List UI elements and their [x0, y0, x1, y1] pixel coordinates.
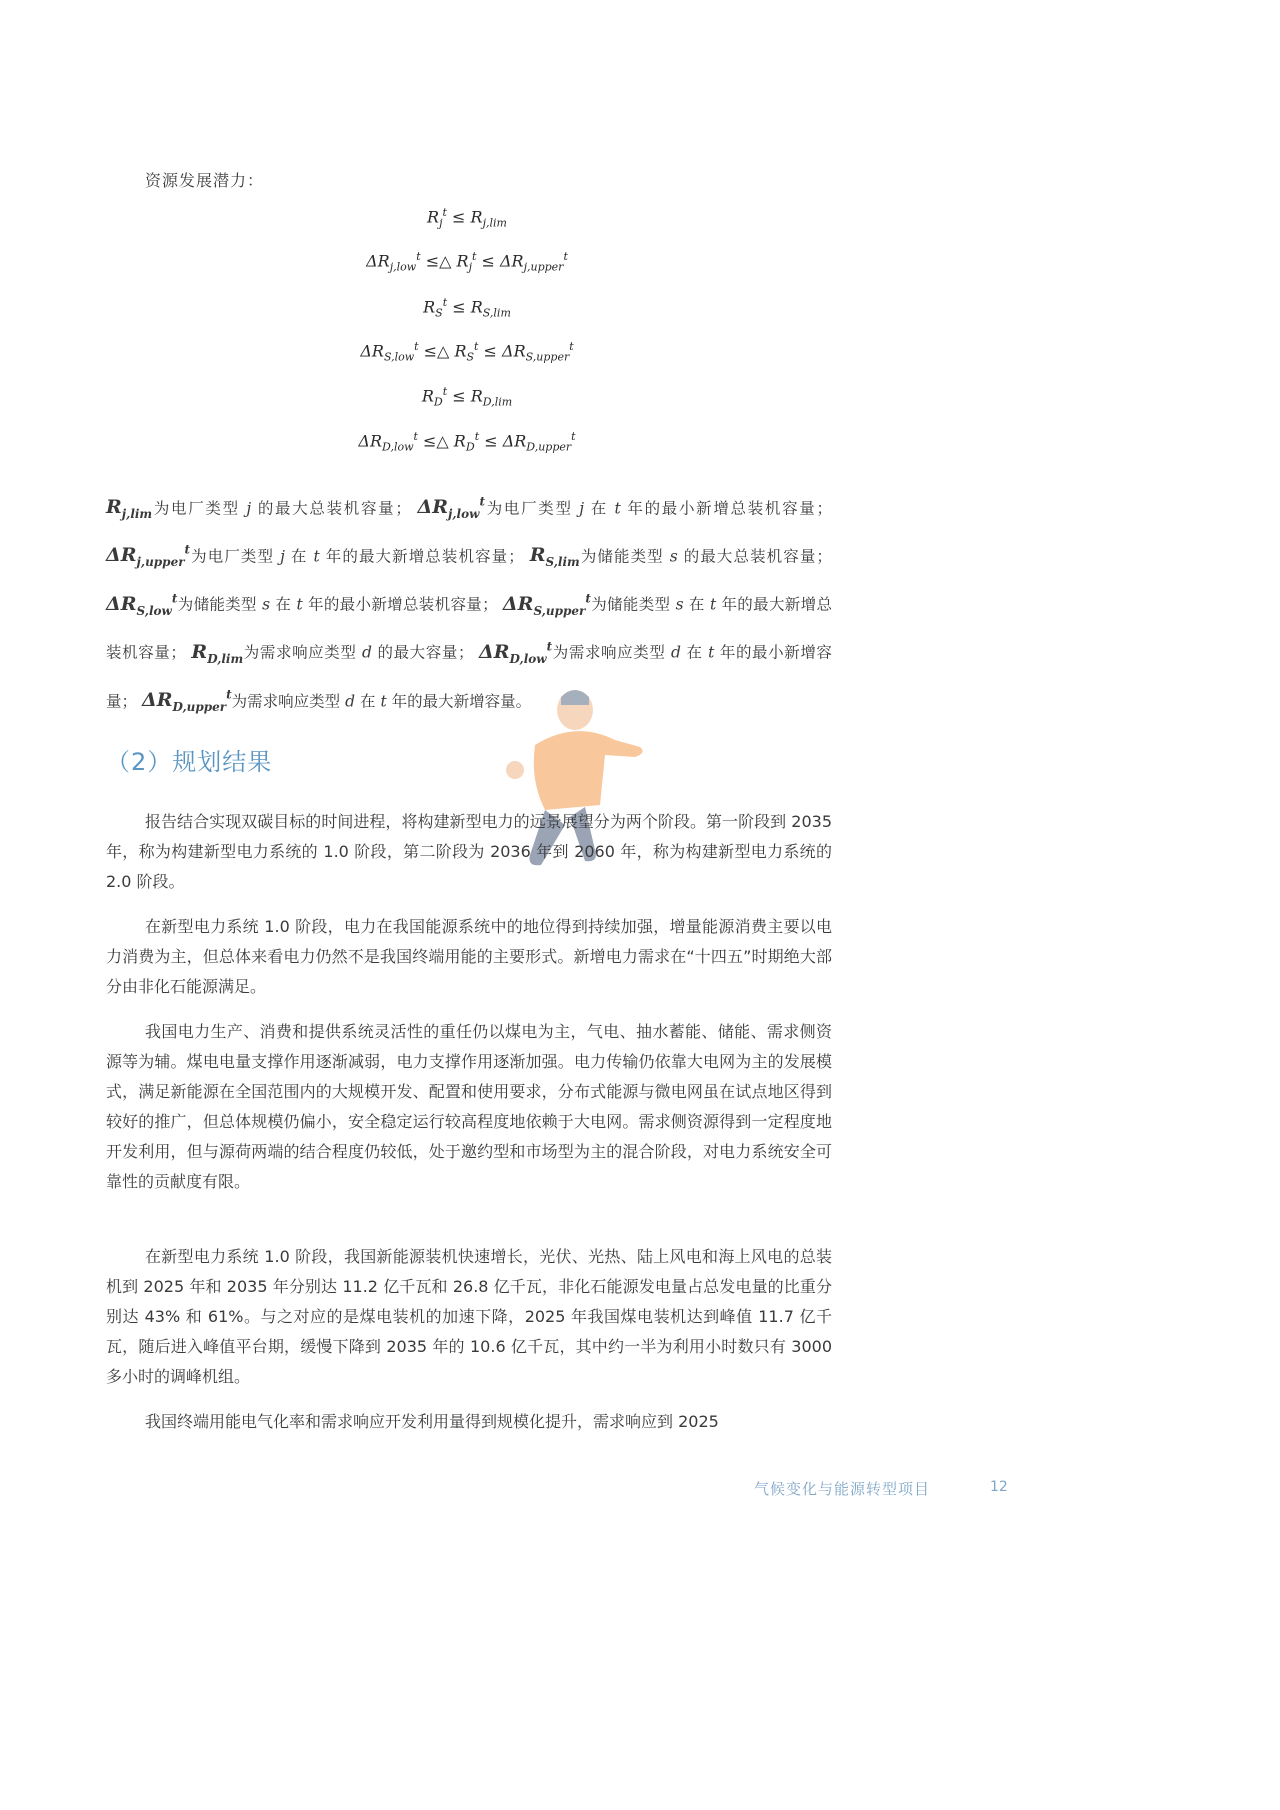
def-text: 为需求响应类型 — [231, 691, 341, 710]
var-dr-s-upper: $\Delta R_{S,upper}^t$ — [502, 591, 591, 618]
footer-title: 气候变化与能源转型项目 — [754, 1480, 931, 1498]
equation-1: $R_j^t \le R_{j,lim}$ — [427, 206, 507, 230]
def-text: 为电厂类型 — [152, 499, 240, 518]
var-dr-d-upper: $\Delta R_{D,upper}^t$ — [141, 687, 232, 714]
def-text: 为电厂类型 — [190, 547, 275, 566]
def-text: 的最大总装机容量； — [257, 499, 411, 518]
def-text: 年的最小新增总装机容量； — [308, 595, 498, 614]
def-text: 年的最大新增总装机容量； — [106, 595, 832, 662]
body-paragraph-4: 在新型电力系统 1.0 阶段，我国新能源装机快速增长，光伏、光热、陆上风电和海上风电的总装机到 2025 年和 2035 年分别达 11.2 亿千瓦和 26.8 亿千瓦，非化石能源发电量占总发电量的比重分别达 43% 和 61%。与之对应的是煤电装机的加速下降，2025 年我国煤电装机达到峰值 11.7 亿千瓦，随后进入峰值平台期，缓慢下降到 2035 年的 10.6 亿千瓦，其中约一半为利用小时数只有 3000 多小时的调峰机组。 — [106, 1247, 832, 1386]
var-dr-d-low: $\Delta R_{D,low}^t$ — [479, 639, 553, 666]
def-text: 为需求响应类型 — [243, 643, 357, 662]
var-r-s-lim: $R_{S,lim}$ — [529, 544, 580, 570]
body-paragraph-1: 报告结合实现双碳目标的时间进程，将构建新型电力的远景展望分为两个阶段。第一阶段到 2035 年，称为构建新型电力系统的 1.0 阶段，第二阶段为 2036 年到 2060 年，称为构建新型电力系统的 2.0 阶段。 — [106, 812, 832, 891]
def-text: 的最大容量； — [377, 643, 474, 662]
section-title: （2）规划结果 — [106, 748, 273, 776]
def-text: 在 — [290, 547, 308, 566]
body-paragraph-5: 我国终端用能电气化率和需求响应开发利用量得到规模化提升，需求响应到 2025 — [145, 1412, 719, 1431]
def-text: 在 — [590, 499, 608, 518]
def-text: 为储能类型 — [579, 547, 664, 566]
equation-6: $\Delta R_{D,low}^t$ ≤△ $R_D^t \le \Delta R_{D,upper}^t$ — [358, 430, 576, 454]
var-dr-s-low: $\Delta R_{S,low}^t$ — [106, 591, 178, 618]
def-text: 年的最小新增容量； — [106, 643, 832, 710]
equation-4: $\Delta R_{S,low}^t$ ≤△ $R_S^t \le \Delta R_{S,upper}^t$ — [360, 340, 574, 364]
var-r-d-lim: $R_{D,lim}$ — [191, 640, 244, 666]
def-text: 年的最小新增总装机容量； — [627, 499, 832, 518]
var-dr-j-low: $\Delta R_{j,low}^t$ — [417, 495, 485, 522]
var-r-j-lim: $R_{j,lim}$ — [106, 496, 153, 522]
lead-text: 资源发展潜力： — [145, 171, 265, 190]
def-text: 在 — [688, 595, 705, 614]
def-text: 为电厂类型 — [485, 499, 573, 518]
equation-5: $R_D^t \le R_{D,lim}$ — [421, 385, 513, 409]
def-text: 在 — [360, 691, 376, 710]
def-text: 为储能类型 — [177, 595, 257, 614]
def-text: 为需求响应类型 — [552, 643, 666, 662]
body-paragraph-2: 在新型电力系统 1.0 阶段，电力在我国能源系统中的地位得到持续加强，增量能源消费主要以电力消费为主，但总体来看电力仍然不是我国终端用能的主要形式。新增电力需求在“十四五”时期绝大部分由非化石能源满足。 — [106, 917, 832, 996]
variable-definitions: $R_{j,lim}$为电厂类型 j 的最大总装机容量； $\Delta R_{j,low}^t$为电厂类型 j 在 t 年的最小新增总装机容量； $\Delta R_{j,upper}^t$为电厂类型 j 在 t 年的最大新增总装机容量； $R_{S,lim}$为储能类型 s 的最大总装机容量； $\Delta R_{S,low}^t$为储能类型 s 在 t 年的最小新增总装机容量； $\Delta R_{S,upper}^t$为储能类型 s 在 t 年的最大新增总装机容量； $R_{D,lim}$为需求响应类型 d 的最大容量； $\Delta R_{D,low}^t$为需求响应类型 d 在 t 年的最小新增容量； $\Delta R_{D,upper}^t$为需求响应类型 d 在 t 年的最大新增容量。 — [106, 495, 832, 714]
def-text: 在 — [275, 595, 292, 614]
body-paragraph-3: 我国电力生产、消费和提供系统灵活性的重任仍以煤电为主，气电、抽水蓄能、储能、需求侧资源等为辅。煤电电量支撑作用逐渐减弱，电力支撑作用逐渐加强。电力传输仍依靠大电网为主的发展模式，满足新能源在全国范围内的大规模开发、配置和使用要求，分布式能源与微电网虽在试点地区得到较好的推广，但总体规模仍偏小，安全稳定运行较高程度地依赖于大电网。需求侧资源得到一定程度地开发利用，但与源荷两端的结合程度仍较低，处于邀约型和市场型为主的混合阶段，对电力系统安全可靠性的贡献度有限。 — [106, 1022, 832, 1191]
def-text: 的最大总装机容量； — [683, 547, 832, 566]
page-number: 12 — [990, 1479, 1008, 1495]
def-text: 为储能类型 — [590, 595, 671, 614]
def-text: 年的最大新增总装机容量； — [325, 547, 524, 566]
equation-3: $R_S^t \le R_{S,lim}$ — [423, 296, 511, 320]
def-text: 在 — [686, 643, 703, 662]
equation-2: $\Delta R_{j,low}^t$ ≤△ $R_j^t \le \Delta R_{j,upper}^t$ — [366, 250, 568, 274]
var-dr-j-upper: $\Delta R_{j,upper}^t$ — [106, 543, 191, 570]
def-text: 年的最大新增容量。 — [391, 691, 532, 710]
